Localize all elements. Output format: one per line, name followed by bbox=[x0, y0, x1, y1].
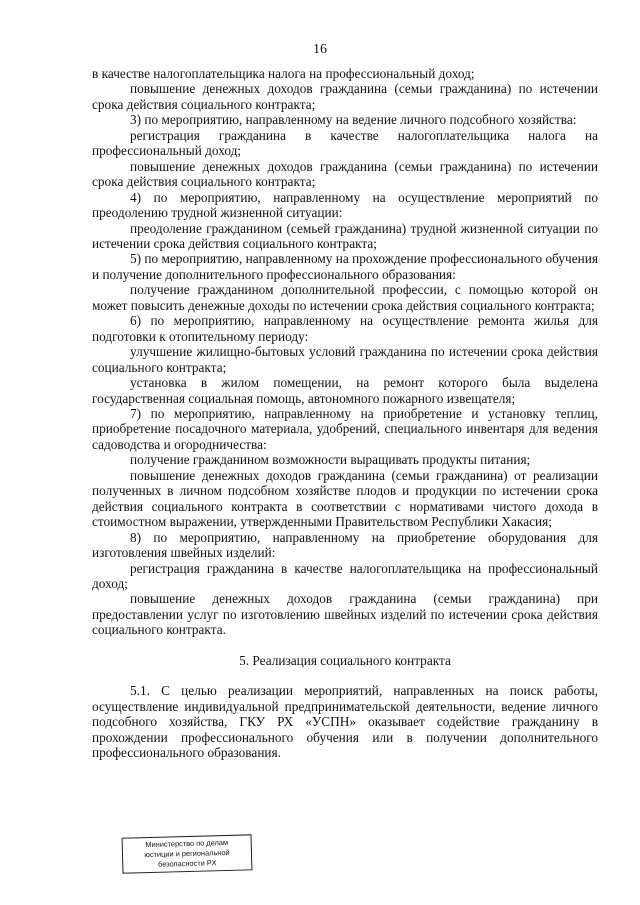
paragraph: повышение денежных доходов гражданина (семьи гражданина) по истечении срока действия социального контракта; bbox=[92, 158, 598, 190]
paragraph: установка в жилом помещении, на ремонт которого была выделена государственная социальная помощь, автономного пожарного извещателя; bbox=[92, 375, 598, 406]
paragraph: регистрация гражданина в качестве налогоплательщика налога на профессиональный доход; bbox=[92, 127, 598, 159]
spacer bbox=[92, 638, 598, 653]
paragraph: 7) по мероприятию, направленному на приобретение и установку теплиц, приобретение посадочного материала, удобрений, специального инвентаря для ведения садоводства и огородничества: bbox=[92, 405, 598, 452]
document-body bbox=[92, 66, 598, 760]
paragraph: 6) по мероприятию, направленному на осуществление ремонта жилья для подготовки к отопительному периоду: bbox=[92, 313, 598, 344]
paragraph: улучшение жилищно-бытовых условий гражданина по истечении срока действия социального контракта; bbox=[92, 344, 598, 375]
stamp-line: безопасности РХ bbox=[157, 858, 217, 869]
stamp-line: юстиции и региональной bbox=[144, 847, 230, 860]
paragraph: 8) по мероприятию, направленному на приобретение оборудования для изготовления швейных изделий: bbox=[92, 529, 598, 561]
paragraph: 5) по мероприятию, направленному на прохождение профессионального обучения и получение дополнительного профессионального образования: bbox=[92, 251, 598, 282]
paragraph: повышение денежных доходов гражданина (семьи гражданина) по истечении срока действия социального контракта; bbox=[92, 81, 598, 112]
official-stamp bbox=[122, 834, 253, 873]
paragraph: 4) по мероприятию, направленному на осуществление мероприятий по преодолению трудной жизненной ситуации: bbox=[92, 189, 598, 221]
section-paragraph: 5.1. С целью реализации мероприятий, направленных на поиск работы, осуществление индивидуальной предпринимательской деятельности, ведение личного подсобного хозяйства, ГКУ РХ «УСПН» оказывает содействие гражданину в прохождении профессионального обучения или в получении дополнительного профессионального образования. bbox=[92, 683, 598, 761]
page-number: 16 bbox=[313, 42, 327, 57]
paragraph: регистрация гражданина в качестве налогоплательщика на профессиональный доход; bbox=[92, 560, 598, 591]
paragraph: 3) по мероприятию, направленному на ведение личного подсобного хозяйства: bbox=[130, 112, 577, 128]
paragraph: повышение денежных доходов гражданина (семьи гражданина) при предоставлении услуг по изготовлению швейных изделий по истечении срока действия социального контракта. bbox=[92, 591, 598, 638]
section-heading: 5. Реализация социального контракта bbox=[239, 652, 451, 668]
paragraph: в качестве налогоплательщика налога на профессиональный доход; bbox=[92, 66, 475, 81]
paragraph: преодоление гражданином (семьей гражданина) трудной жизненной ситуации по истечении срока действия социального контракта; bbox=[92, 220, 598, 251]
paragraph: получение гражданином возможности выращивать продукты питания; bbox=[130, 452, 531, 468]
paragraph: повышение денежных доходов гражданина (семьи гражданина) от реализации полученных в личном подсобном хозяйстве плодов и продукции по истечении срока действия социального контракта в соответствии с нормативами чистого дохода в стоимостном выражении, утвержденными Правительством Республики Хакасия; bbox=[92, 467, 598, 530]
stamp-line: Министерство по делам bbox=[145, 837, 229, 850]
paragraph: получение гражданином дополнительной профессии, с помощью которой он может повысить денежные доходы по истечении срока действия социального контракта; bbox=[92, 282, 598, 313]
spacer bbox=[92, 668, 598, 683]
